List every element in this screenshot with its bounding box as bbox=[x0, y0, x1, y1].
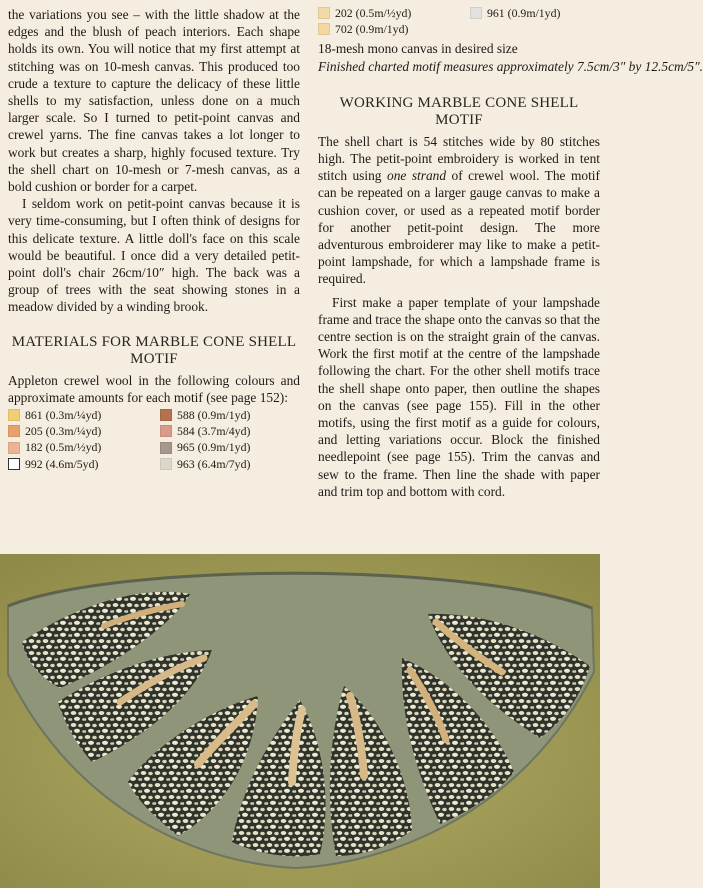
canvas-requirement: 18-mesh mono canvas in desired size bbox=[318, 41, 518, 57]
wool-swatch-item bbox=[160, 408, 298, 422]
shell-lampshade-illustration bbox=[0, 554, 600, 888]
wool-swatch-item bbox=[8, 440, 146, 454]
working-heading: WORKING MARBLE CONE SHELL MOTIF bbox=[339, 94, 579, 129]
swatch-label: 861 (0.3m/¼yd) bbox=[25, 408, 102, 423]
wool-swatch-item bbox=[160, 424, 298, 438]
lampshade-photo bbox=[0, 554, 600, 888]
swatch-label: 588 (0.9m/1yd) bbox=[177, 408, 251, 423]
materials-heading: MATERIALS FOR MARBLE CONE SHELL MOTIF bbox=[11, 333, 297, 368]
doll-paragraph: I seldom work on petit-point canvas because it is very time-consuming, but I often think of designs for this delicate texture. A little doll's face on this scale would be beautiful. I once did a very detailed petit-point doll's chair 26cm/10″ high. The back was a group of trees with the seat showing stones in a meadow divided by a winding brook. bbox=[8, 196, 300, 315]
working-paragraph-1-emphasis: one strand bbox=[387, 168, 447, 184]
swatch-label: 205 (0.3m/¼yd) bbox=[25, 424, 102, 439]
wool-swatch-item bbox=[8, 457, 146, 471]
swatch-label: 182 (0.5m/½yd) bbox=[25, 440, 102, 455]
color-swatch bbox=[8, 442, 20, 454]
color-swatch bbox=[160, 425, 172, 437]
finished-size-note: Finished charted motif measures approximately 7.5cm/3″ by 12.5cm/5″. bbox=[318, 58, 703, 74]
color-swatch bbox=[160, 409, 172, 421]
swatch-label: 963 (6.4m/7yd) bbox=[177, 456, 251, 471]
wool-swatch-item bbox=[160, 440, 298, 454]
color-swatch bbox=[160, 458, 172, 470]
color-swatch bbox=[8, 458, 20, 470]
right-column bbox=[318, 6, 703, 500]
wool-swatch-item bbox=[318, 6, 456, 20]
wool-swatch-item bbox=[160, 457, 298, 471]
swatch-label: 961 (0.9m/1yd) bbox=[487, 6, 561, 20]
left-column bbox=[8, 6, 300, 471]
color-swatch bbox=[470, 7, 482, 19]
wool-color-list bbox=[8, 408, 300, 471]
color-swatch bbox=[318, 23, 330, 35]
working-paragraph-1 bbox=[318, 133, 600, 288]
swatch-label: 584 (3.7m/4yd) bbox=[177, 424, 251, 439]
swatch-label: 702 (0.9m/1yd) bbox=[335, 22, 409, 37]
color-swatch bbox=[8, 409, 20, 421]
color-swatch bbox=[160, 442, 172, 454]
wool-swatch-item bbox=[470, 6, 608, 20]
wool-swatch-item bbox=[318, 22, 456, 36]
working-paragraph-2: First make a paper template of your lampshade frame and trace the shape onto the canvas so that the centre section is on the straight grain of the canvas. Work the first motif at the centre of the lampshade following the chart. For the other shell motifs trace the shell shape onto paper, then outline the shapes on the canvas (see page 155). Fill in the other motifs, using the first motif as a guide for colours, and letting variations occur. Block the finished needlepoint (see page 155). Trim the canvas and sew to the frame. Then line the shade with paper and trim top and bottom with cord. bbox=[318, 294, 600, 499]
intro-paragraph: the variations you see – with the little shadow at the edges and the blush of peach interiors. Each shape holds its own. You will notice that my first attempt at stitching was on 10-mesh canvas. This produced too crude a texture to capture the delicacy of these little shells to my satisfaction, unless done on a much larger scale. So I turned to petit-point canvas and crewel yarns. The fine canvas takes a lot longer to work but creates a sharp, highly focused texture. Try the shell chart on 10-mesh or 7-mesh canvas, as a bold cushion or border for a carpet. bbox=[8, 7, 300, 195]
color-swatch bbox=[8, 425, 20, 437]
wool-color-list-continued bbox=[318, 6, 600, 36]
working-paragraph-1-end: of crewel wool. The motif can be repeated on a larger gauge canvas to make a cushion cover, or used as a repeated motif border for another petit-point design. The more adventurous embroiderer may like to make a petit-point lampshade, for which a lampshade frame is required. bbox=[318, 168, 600, 287]
wool-swatch-item bbox=[8, 424, 146, 438]
working-paragraph-1-start: The shell chart is 54 stitches wide by 80 stitches high. The petit-point embroidery is worked in tent stitch using bbox=[318, 133, 600, 184]
swatch-label: 202 (0.5m/½yd) bbox=[335, 6, 412, 20]
swatch-label: 965 (0.9m/1yd) bbox=[177, 440, 251, 455]
swatch-label: 992 (4.6m/5yd) bbox=[25, 456, 99, 471]
wool-swatch-item bbox=[8, 408, 146, 422]
materials-intro: Appleton crewel wool in the following colours and approximate amounts for each motif (see page 152): bbox=[8, 372, 300, 405]
color-swatch bbox=[318, 7, 330, 19]
